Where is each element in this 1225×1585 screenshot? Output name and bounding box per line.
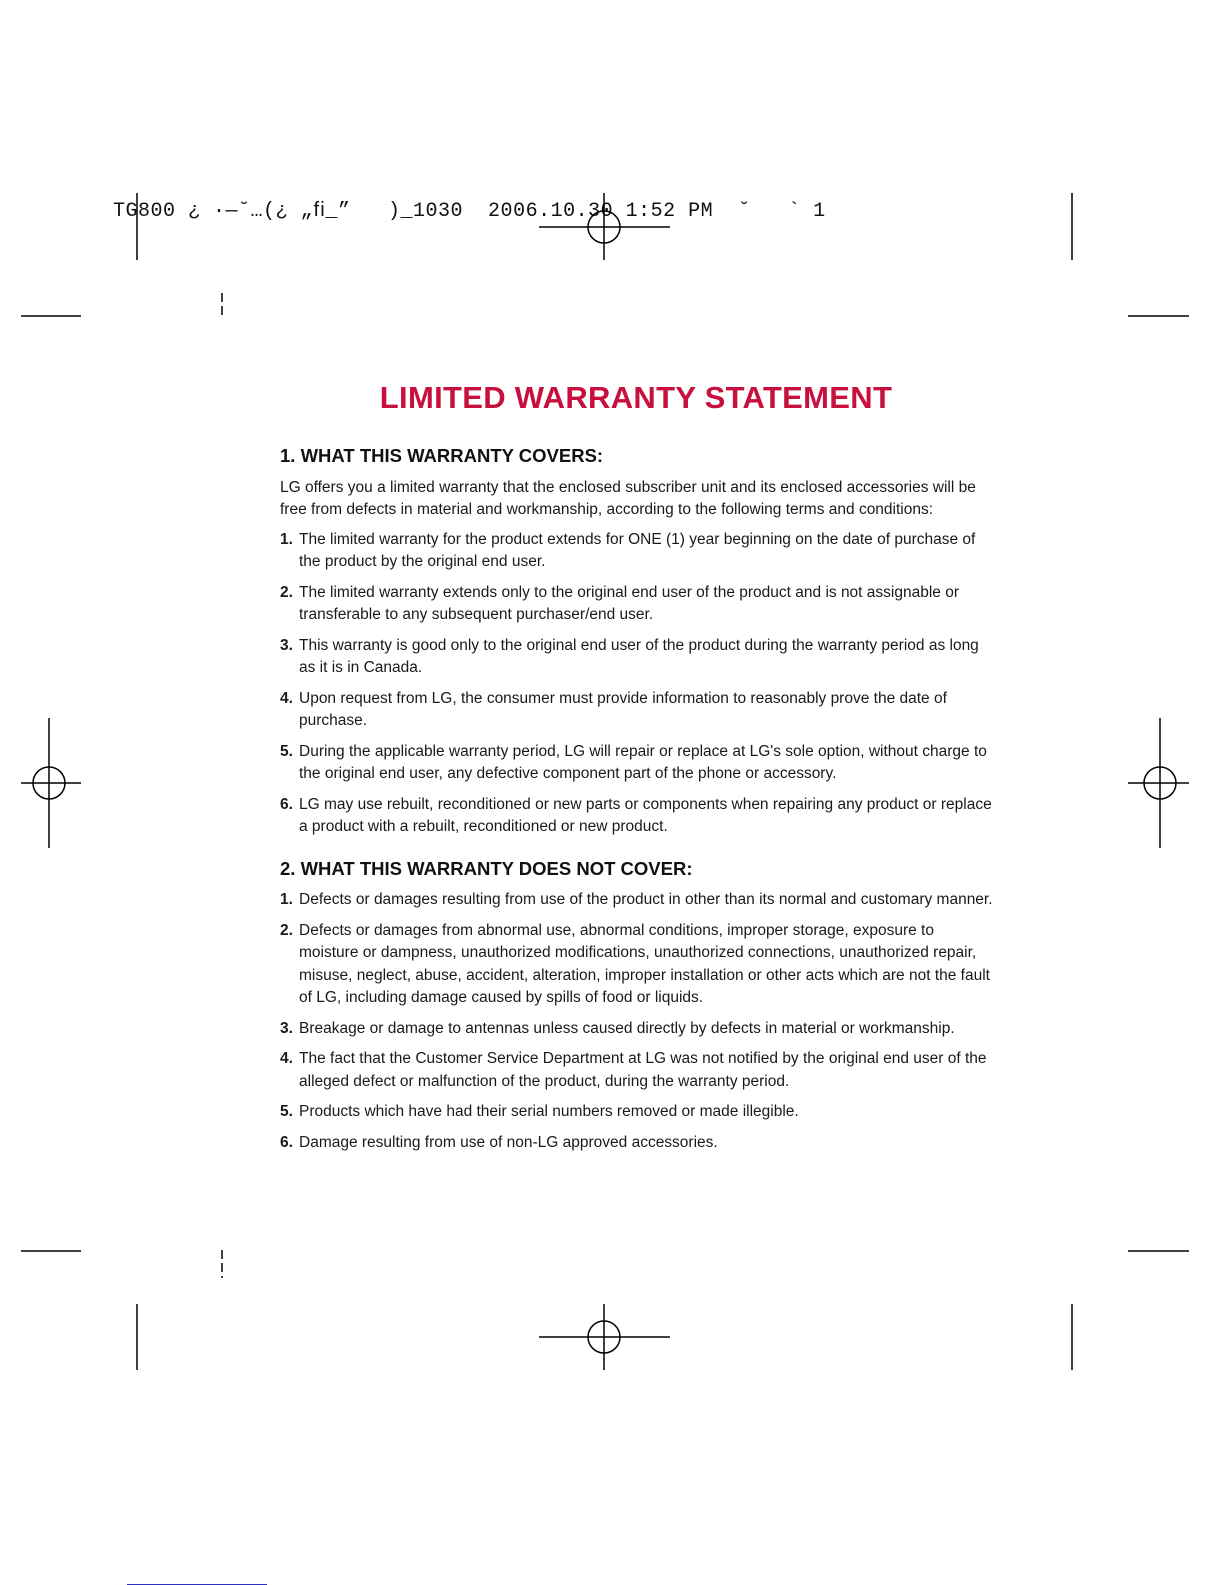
item-number: 2. xyxy=(280,583,293,601)
item-number: 5. xyxy=(280,742,293,760)
list-item xyxy=(280,741,995,786)
section-does-not-cover xyxy=(280,858,995,1155)
page-title: LIMITED WARRANTY STATEMENT xyxy=(379,380,893,415)
registration-mark-left xyxy=(21,718,81,848)
item-number: 5. xyxy=(280,1103,293,1120)
item-text: The limited warranty for the product extends for ONE (1) year beginning on the date of purchase of the product by the original end user. xyxy=(299,530,976,570)
list-item xyxy=(280,688,995,733)
item-text: Damage resulting from use of non-LG approved accessories. xyxy=(299,1133,718,1151)
section-heading: 2. WHAT THIS WARRANTY DOES NOT COVER: xyxy=(280,857,693,879)
item-text: Products which have had their serial numbers removed or made illegible. xyxy=(299,1103,799,1120)
list-item xyxy=(280,529,995,574)
list-item xyxy=(280,635,995,680)
list-item xyxy=(280,920,995,1010)
item-number: 1. xyxy=(280,530,293,548)
item-number: 4. xyxy=(280,689,293,707)
print-slug-line: TG800 ¿ ·—˘…(¿ „ﬁ_” )_1030 2006.10.30 1:52 PM ˘ ` 1 xyxy=(113,200,826,223)
item-number: 4. xyxy=(280,1050,293,1067)
covers-list xyxy=(280,529,995,839)
section-covers xyxy=(280,445,995,839)
list-item xyxy=(280,1018,995,1041)
list-item xyxy=(280,582,995,627)
warranty-content xyxy=(280,445,995,1162)
item-text: This warranty is good only to the original end user of the product during the warranty period as long as it is in Canada. xyxy=(299,636,979,676)
item-text: During the applicable warranty period, LG will repair or replace at LG's sole option, without charge to the original end user, any defective component part of the phone or accessory. xyxy=(299,742,987,782)
list-item xyxy=(280,794,995,839)
item-text: Defects or damages from abnormal use, abnormal conditions, improper storage, exposure to moisture or dampness, unauthorized modifications, unauthorized connections, unauthorized repair, misuse, neglect, abuse, accident, alteration, improper installation or other acts which are not the fault of LG, including damage caused by spills of food or liquids. xyxy=(299,921,990,1006)
list-item xyxy=(280,1132,995,1155)
item-text: Upon request from LG, the consumer must provide information to reasonably prove the date of purchase. xyxy=(299,689,947,729)
section-heading: 1. WHAT THIS WARRANTY COVERS: xyxy=(280,445,604,466)
list-item xyxy=(280,889,995,912)
list-item xyxy=(280,1048,995,1093)
item-number: 6. xyxy=(280,1133,293,1151)
item-number: 1. xyxy=(280,891,293,908)
registration-mark-bottom xyxy=(539,1304,670,1370)
registration-mark-top xyxy=(539,193,670,260)
registration-mark-right xyxy=(1128,718,1189,848)
section-intro: LG offers you a limited warranty that the enclosed subscriber unit and its enclosed accessories will be free from defects in material and workmanship, according to the following terms and conditions: xyxy=(280,478,976,518)
item-number: 2. xyxy=(280,921,293,939)
does-not-cover-list xyxy=(280,889,995,1154)
item-text: LG may use rebuilt, reconditioned or new parts or components when repairing any product or replace a product with a rebuilt, reconditioned or new product. xyxy=(299,795,992,835)
item-number: 6. xyxy=(280,795,293,813)
item-text: The limited warranty extends only to the original end user of the product and is not assignable or transferable to any subsequent purchaser/end user. xyxy=(299,583,959,623)
item-text: The fact that the Customer Service Department at LG was not notified by the original end user of the alleged defect or malfunction of the product, during the warranty period. xyxy=(299,1050,987,1090)
item-text: Defects or damages resulting from use of the product in other than its normal and customary manner. xyxy=(299,891,993,908)
item-text: Breakage or damage to antennas unless caused directly by defects in material or workmanship. xyxy=(299,1019,955,1037)
item-number: 3. xyxy=(280,1019,293,1037)
list-item xyxy=(280,1101,995,1124)
item-number: 3. xyxy=(280,636,293,654)
